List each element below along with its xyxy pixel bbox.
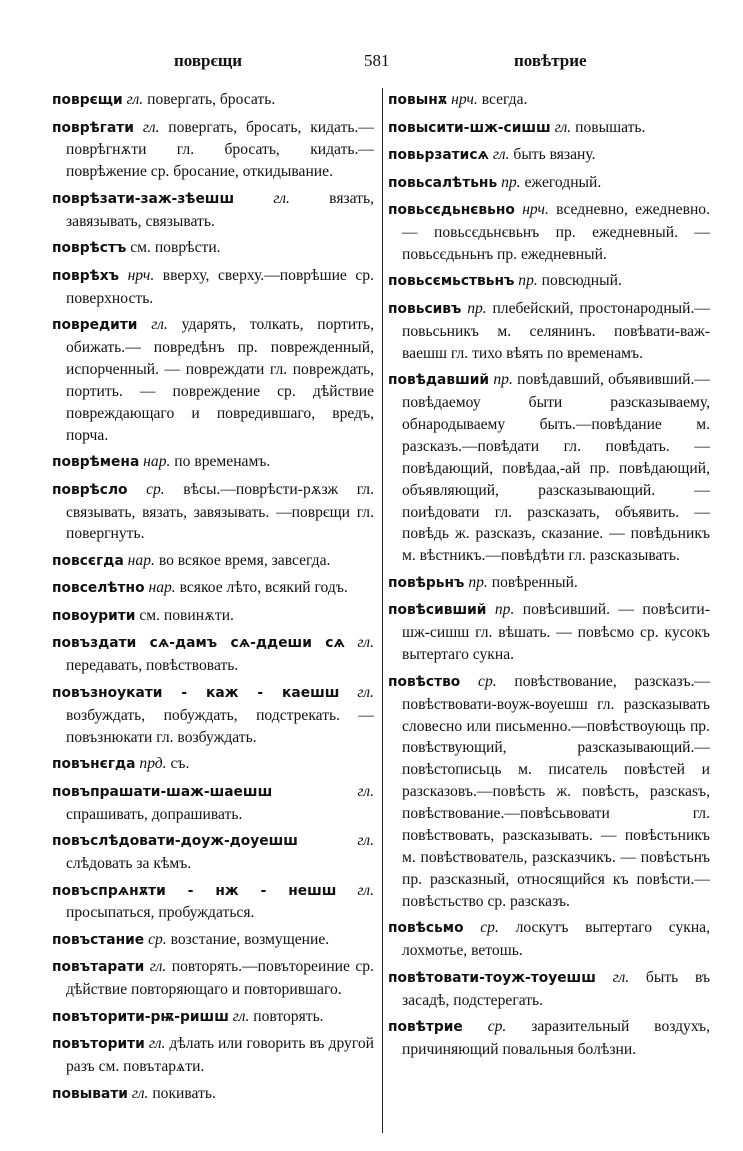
entry-definition: см. повинѫти. [139, 606, 234, 624]
entry-definition: вседневно, ежедневно. — повьсєдьнєвьнъ пр. ежедневный. — повьсєдьньнъ пр. ежедневный. [402, 201, 710, 263]
dictionary-entry [52, 956, 374, 1001]
entry-headword: поврѣзати-заж-зѣешш [52, 190, 235, 207]
entry-headword: повъпрашати-шаж-шаешш [52, 783, 273, 800]
entry-definition: лоскутъ вытертаго сукна, лохмотье, ветошь. [402, 919, 710, 960]
entry-definition: повергать, бросать. [147, 91, 276, 108]
page-number: 581 [364, 51, 390, 70]
grammar-abbreviation: пр. [518, 272, 538, 290]
entry-definition: повѣсивший. — повѣсити-шж-сишш гл. вѣшать. — повѣсмо ср. кусокъ вытертаго сукна. [402, 601, 710, 664]
dictionary-entry [52, 89, 374, 112]
entry-headword: повьрзатисѧ [388, 147, 489, 163]
dictionary-entry [52, 605, 374, 628]
entry-headword: повынѫ [388, 92, 448, 108]
entry-headword: повсєгда [52, 552, 124, 569]
dictionary-entry [388, 89, 710, 112]
grammar-abbreviation: ср. [478, 672, 497, 690]
grammar-abbreviation: гл. [554, 118, 572, 136]
dictionary-entry [52, 753, 374, 776]
entry-headword: повьсєдьнєвьно [388, 202, 515, 218]
dictionary-entry [52, 577, 374, 600]
entry-headword: повоурити [52, 607, 136, 624]
entry-definition: во всякое время, завсегда. [158, 551, 331, 569]
dictionary-entry [52, 265, 374, 310]
entry-definition: повергать, бросать, кидать.—поврѣгнѫти гл. бросать, кидать.—поврѣжение ср. бросание, откидывание. [66, 118, 374, 181]
dictionary-entry [52, 830, 374, 875]
dictionary-entry [52, 1083, 374, 1106]
dictionary-entry [52, 550, 374, 573]
entry-headword: поврѣстъ [52, 240, 127, 257]
right-running-headword: повѣтрие [514, 51, 587, 70]
grammar-abbreviation: прд. [139, 755, 167, 773]
dictionary-entry [388, 369, 710, 567]
grammar-abbreviation: нрч. [522, 201, 549, 218]
entry-definition: повѣдавший, объявивший.—повѣдаемоу быти разсказываему, обнародываему быть.—повѣдание м. разсказъ.—повѣдати гл. повѣдать. — повѣдающий, повѣдаа,-ай пр. повѣдающий, объявляющий, разсказывающий. —поиѣдовати гл. разсказать, объявить. — повѣдь ж. разсказъ, сказание. — повѣдьникъ м. вѣстникъ.—повѣдѣти гл. разсказывать. [402, 371, 710, 565]
dictionary-entry [52, 1033, 374, 1078]
entry-headword: повѣсивший [388, 602, 487, 619]
entry-headword: повъстание [52, 931, 145, 948]
entry-headword: повселѣтно [52, 580, 145, 597]
grammar-abbreviation: гл. [148, 1035, 166, 1053]
entry-definition: быть въ засадѣ, подстерегать. [402, 968, 711, 1009]
entry-headword: повысити-шж-сишш [388, 119, 551, 136]
dictionary-entry [52, 314, 374, 446]
grammar-abbreviation: пр. [501, 173, 521, 191]
entry-headword: повьсалѣтьнь [388, 174, 498, 191]
dictionary-entry [388, 917, 710, 962]
entry-headword: поврѣгати [52, 119, 134, 136]
dictionary-entry [52, 451, 374, 474]
entry-headword: повывати [52, 1085, 128, 1102]
entry-definition: возстание, возмущение. [170, 930, 330, 948]
dictionary-entry [52, 479, 374, 546]
entry-headword: повъторити-рѭ-ришш [52, 1008, 229, 1025]
entry-definition: дѣлать или говорить въ другой разъ см. повътарѧти. [66, 1035, 374, 1076]
entry-headword: повьсємьствьнъ [388, 273, 515, 290]
entry-headword: повѣтовати-тоуж-тоуешш [388, 969, 596, 986]
entry-definition: см. поврѣсти. [130, 239, 221, 257]
grammar-abbreviation: нар. [143, 453, 171, 471]
entry-definition: плебейский, простонародный.—повьсьникъ м. селянинъ. повѣвати-важ-ваешш гл. тихо вѣять по временамъ. [402, 299, 710, 362]
entry-headword: поврѣхъ [52, 267, 120, 284]
left-column [52, 89, 374, 1110]
dictionary-entry [388, 1016, 710, 1061]
grammar-abbreviation: пр. [493, 371, 513, 389]
grammar-abbreviation: нрч. [127, 266, 155, 284]
entry-headword: повѣрьнъ [388, 574, 465, 591]
entry-headword: повъздати сѧ-дамъ сѧ-ддеши сѧ [52, 635, 345, 652]
dictionary-entry [52, 237, 374, 260]
entry-headword: повьсивъ [388, 300, 462, 317]
entry-definition: повсюдный. [541, 272, 622, 290]
entry-headword: повъслѣдовати-доуж-доуешш [52, 833, 298, 850]
grammar-abbreviation: ср. [480, 919, 499, 937]
entry-definition: спрашивать, допрашивать. [66, 805, 243, 823]
dictionary-entry [52, 188, 374, 233]
grammar-abbreviation: гл. [612, 968, 630, 986]
dictionary-entry [388, 599, 710, 666]
entry-headword: повѣтрие [388, 1019, 463, 1036]
grammar-abbreviation: ср. [148, 930, 167, 948]
grammar-abbreviation: гл. [357, 881, 374, 899]
dictionary-entry [388, 671, 710, 913]
entry-headword: повѣсьмо [388, 920, 464, 937]
grammar-abbreviation: гл. [357, 634, 374, 652]
dictionary-entry [388, 298, 710, 365]
entry-definition: покивать. [152, 1084, 216, 1102]
dictionary-entry [388, 572, 710, 595]
dictionary-entry [388, 199, 710, 266]
grammar-abbreviation: нар. [148, 579, 176, 597]
column-divider [382, 88, 383, 1133]
entry-headword: повъспрѧнѫти - нж - нешш [52, 882, 337, 899]
dictionary-entry [52, 781, 374, 826]
entry-definition: съ. [170, 755, 190, 773]
entry-definition: всегда. [481, 91, 528, 108]
page-header [0, 50, 743, 74]
grammar-abbreviation: гл. [357, 683, 374, 701]
entry-definition: повышать. [575, 118, 646, 136]
entry-definition: повторять. [253, 1007, 324, 1025]
entry-definition: повторять.—повътореиние ср. дѣйствие повторяющаго и повторившаго. [66, 958, 374, 999]
entry-definition: возбуждать, побуждать, подстрекать. —повъзнюкати гл. возбуждать. [66, 706, 374, 746]
dictionary-entry [52, 1006, 374, 1029]
dictionary-entry [388, 270, 710, 293]
entry-definition: повѣствование, разсказъ.— повѣствовати-воуж-воуешш гл. разсказывать словесно или письменно.—повѣствоующь пр. повѣствующий, разсказывающий.—повѣстописьць м. писатель повѣстей и разсказовъ.—повѣсть ж. повѣсть, разскаsъ, повѣствование.—повѣсьвовати гл. повѣствовать, разсказывать. — повѣстьникъ м. повѣствователь, разсказчикъ. — повѣстьнъ пр. разсказный, относящийся къ повѣсти.—повѣстьство ср. разсказъ. [402, 672, 711, 910]
entry-headword: повънєгда [52, 756, 136, 773]
grammar-abbreviation: гл. [126, 91, 144, 108]
grammar-abbreviation: гл. [142, 118, 160, 136]
dictionary-entry [52, 117, 374, 184]
entry-definition: ударять, толкать, портить, обижать.— повредѣнъ пр. поврежденный, испорченный. — повреждати гл. повреждать, портить. — повреждение ср. дѣйствие повреждающаго и повредившаго, вредъ, порча. [66, 316, 374, 444]
entry-headword: повъзноукати - каж - кaешш [52, 684, 340, 701]
entry-headword: повъторити [52, 1036, 145, 1053]
entry-definition: по временамъ. [174, 453, 271, 471]
entry-definition: вѣсы.—поврѣсти-рѫзж гл. связывать, вязать, завязывать. —поврєщи гл. повергнуть. [66, 480, 374, 543]
entry-headword: поврєщи [52, 92, 123, 108]
grammar-abbreviation: гл. [492, 146, 510, 163]
entry-headword: поврѣсло [52, 481, 128, 498]
grammar-abbreviation: пр. [468, 573, 488, 591]
dictionary-entry [52, 682, 374, 749]
dictionary-entry [52, 632, 374, 677]
grammar-abbreviation: гл. [151, 316, 168, 334]
entry-definition: ежегодный. [524, 173, 602, 191]
entry-definition: передавать, повѣствовать. [66, 657, 239, 675]
entry-definition: быть вязану. [513, 146, 596, 163]
left-running-headword: поврєщи [174, 51, 242, 70]
entry-definition: заразительный воздухъ, причиняющий повальныя болѣзни. [402, 1018, 711, 1058]
entry-definition: повѣренный. [491, 573, 578, 591]
entry-definition: просыпаться, пробуждаться. [66, 904, 255, 922]
entry-definition: всякое лѣто, всякий годъ. [179, 579, 348, 597]
entry-definition: вверху, сверху.—поврѣшие ср. поверхность. [66, 266, 374, 307]
grammar-abbreviation: нрч. [451, 91, 478, 108]
dictionary-entry [388, 172, 710, 195]
grammar-abbreviation: гл. [232, 1007, 250, 1025]
dictionary-entry [388, 117, 710, 140]
entry-headword: повѣдавший [388, 372, 490, 389]
dictionary-entry [52, 929, 374, 952]
entry-headword: повѣство [388, 673, 461, 690]
dictionary-entry [388, 967, 710, 1012]
entry-headword: поврѣмена [52, 454, 140, 471]
grammar-abbreviation: гл. [357, 782, 374, 800]
grammar-abbreviation: пр. [494, 601, 515, 619]
grammar-abbreviation: пр. [467, 299, 487, 317]
grammar-abbreviation: ср. [146, 480, 165, 498]
grammar-abbreviation: нар. [127, 551, 155, 569]
dictionary-entry [388, 144, 710, 167]
right-column [388, 89, 710, 1065]
entry-definition: вязать, завязывать, связывать. [66, 189, 374, 230]
grammar-abbreviation: гл. [357, 832, 374, 850]
entry-headword: повътарати [52, 959, 145, 976]
grammar-abbreviation: гл. [273, 189, 290, 207]
entry-definition: слѣдовать за кѣмъ. [66, 855, 192, 872]
grammar-abbreviation: ср. [487, 1018, 507, 1036]
grammar-abbreviation: гл. [131, 1084, 149, 1102]
grammar-abbreviation: гл. [149, 958, 167, 976]
dictionary-entry [52, 880, 374, 925]
entry-headword: повредити [52, 317, 138, 334]
